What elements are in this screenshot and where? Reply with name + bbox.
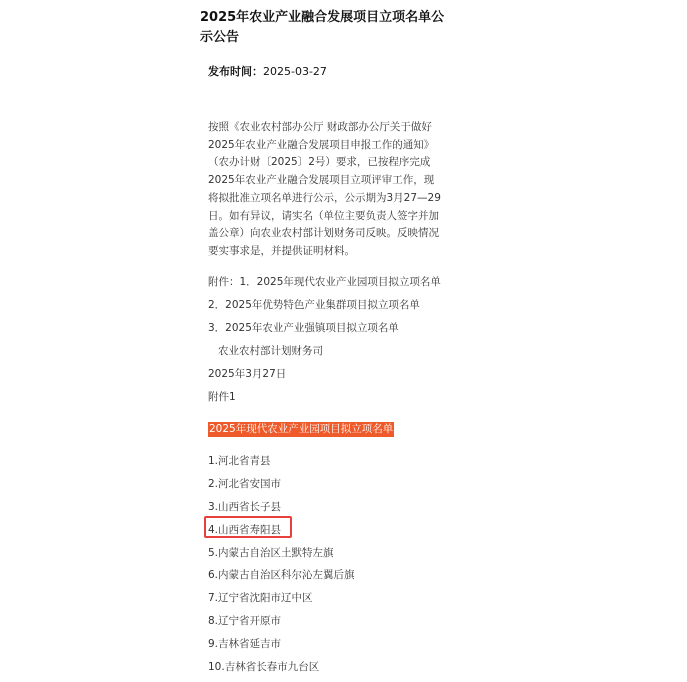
attachment-line-3: 3．2025年农业产业强镇项目拟立项名单: [208, 322, 399, 334]
list-item: 4.山西省寿阳县: [208, 523, 282, 536]
list-item: 10.吉林省长春市九台区: [208, 661, 320, 674]
page-title: 2025年农业产业融合发展项目立项名单公示公告: [200, 10, 445, 45]
annotation-highlight-box: [204, 516, 292, 538]
publish-date-label: 发布时间：: [208, 65, 263, 78]
list-item: 6.内蒙古自治区科尔沁左翼后旗: [208, 569, 355, 582]
signature-date: 2025年3月27日: [208, 368, 287, 380]
project-list: [208, 453, 355, 682]
intro-paragraph: [208, 119, 444, 261]
list-item: 9.吉林省延吉市: [208, 638, 282, 651]
attachment-line-1: 附件：1．2025年现代农业产业园项目拟立项名单: [208, 276, 441, 288]
attachment-line-2: 2．2025年优势特色产业集群项目拟立项名单: [208, 299, 420, 311]
list-item: 1.河北省青县: [208, 455, 271, 467]
signature-org: 农业农村部计划财务司: [218, 345, 323, 357]
publish-date-value: 2025-03-27: [263, 65, 327, 78]
list-item: 8.辽宁省开原市: [208, 615, 282, 628]
publish-date-line: [208, 64, 327, 80]
list-item: 7.辽宁省沈阳市辽中区: [208, 592, 313, 605]
list-item: 5.内蒙古自治区土默特左旗: [208, 546, 334, 559]
list-item: 3.山西省长子县: [208, 500, 282, 513]
list-heading: 2025年现代农业产业园项目拟立项名单: [209, 423, 394, 435]
list-item: 2.河北省安国市: [208, 477, 282, 490]
intro-text: 按照《农业农村部办公厅 财政部办公厅关于做好2025年农业产业融合发展项目申报工作的通知》（农办计财〔2025〕2号）要求，已按程序完成2025年农业产业融合发展项目立项评审工作，现将拟批准立项名单进行公示，公示期为3月27—29日。如有异议，请实名（单位主要负责人签字并加盖公章）向农业农村部计划财务司反映。反映情况要实事求是，并提供证明材料。: [208, 121, 441, 257]
attachment-label: 附件1: [208, 391, 236, 403]
